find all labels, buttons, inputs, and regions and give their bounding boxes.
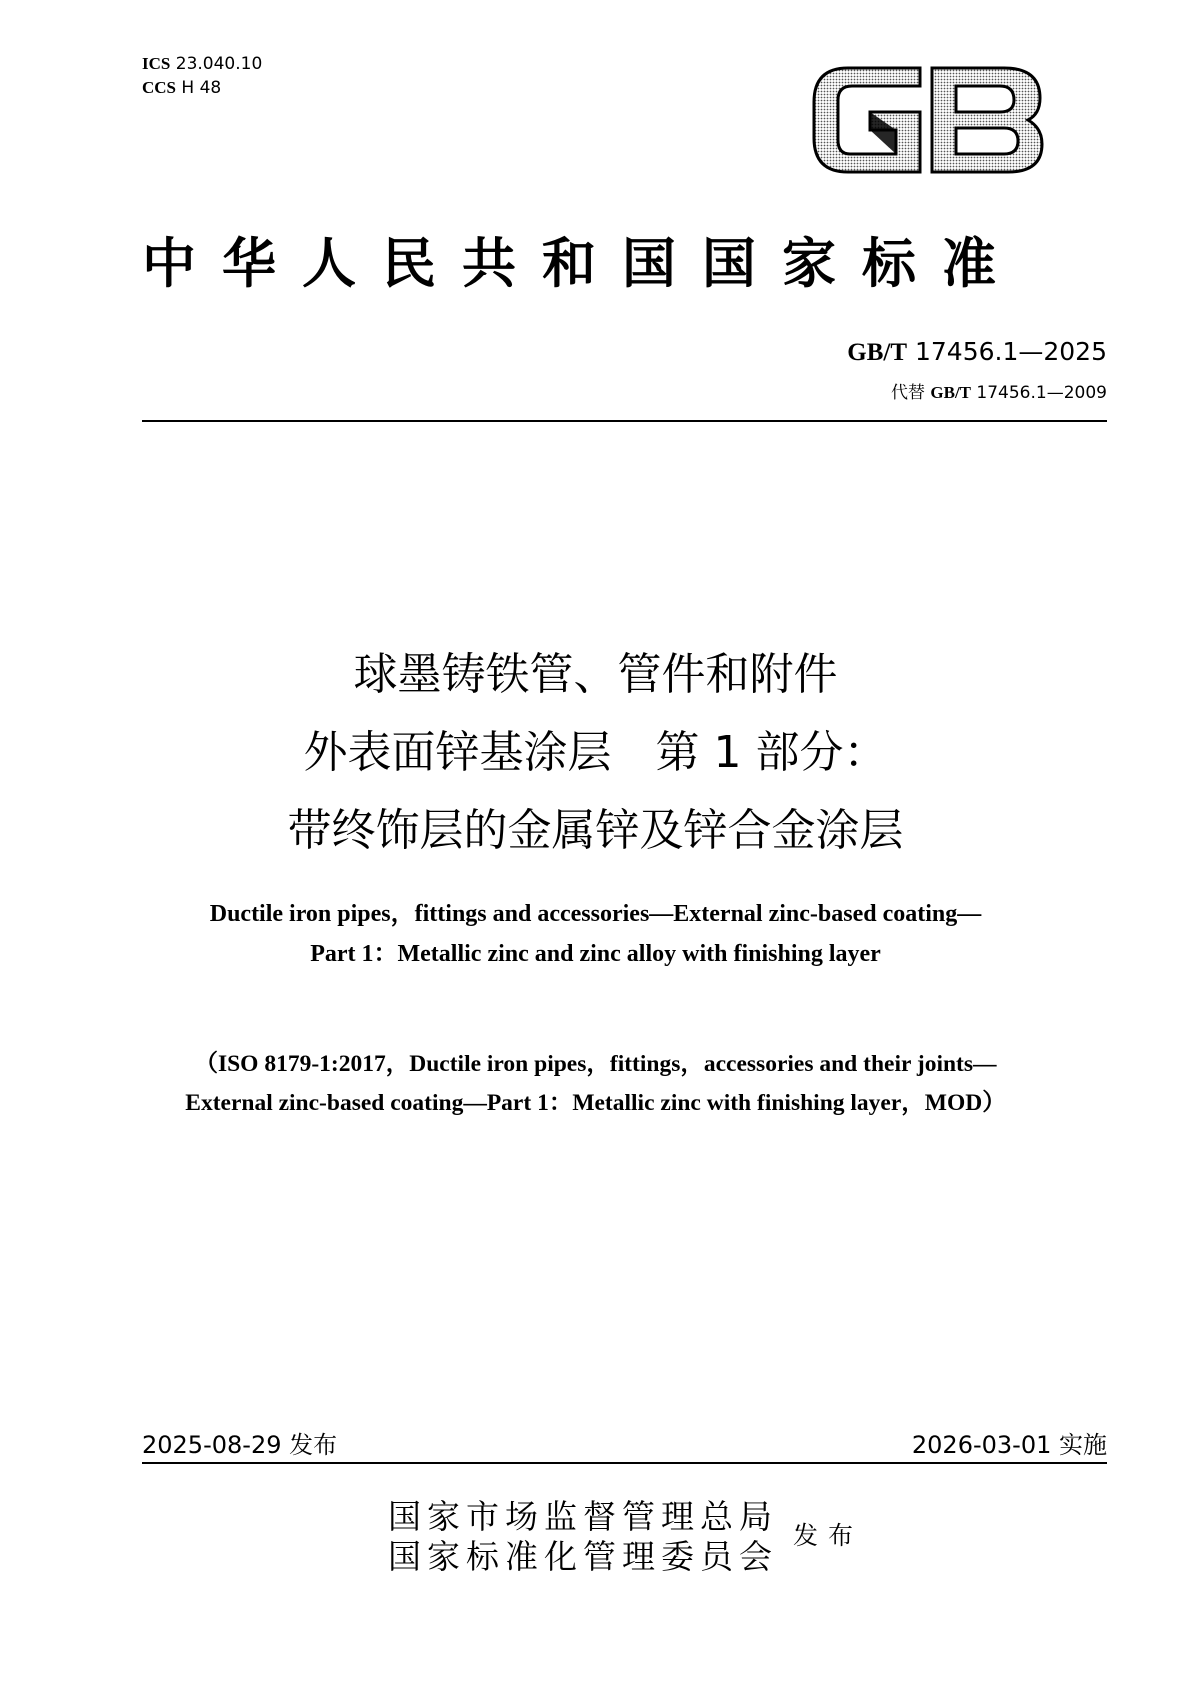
ccs-line (142, 76, 262, 100)
issuer-sac: 国家标准化管理委员会 (388, 1537, 778, 1576)
ics-label: ICS (142, 54, 171, 73)
chinese-title-line-1: 球墨铸铁管、管件和附件 (353, 649, 838, 700)
national-standard-title: 中华人民共和国国家标准 (142, 231, 1022, 295)
bottom-divider (142, 1462, 1107, 1464)
replaces-standard (891, 378, 1107, 403)
ics-line (142, 52, 262, 76)
standard-number (847, 337, 1107, 367)
top-divider (142, 420, 1107, 422)
replaces-label: 代替 (890, 383, 925, 403)
ccs-label: CCS (142, 78, 177, 97)
chinese-title-line-3: 带终饰层的金属锌及锌合金涂层 (287, 805, 904, 856)
iso-reference-line-1: （ISO 8179-1:2017，Ductile iron pipes，fittings，accessories and their joints— (194, 1051, 997, 1077)
english-title-line-2: Part 1：Metallic zinc and zinc alloy with finishing layer (310, 941, 881, 967)
standard-code: 17456.1—2025 (914, 337, 1107, 366)
english-title-line-1: Ductile iron pipes，fittings and accessories—External zinc-based coating— (209, 901, 982, 927)
replaces-prefix: GB/T (930, 383, 972, 402)
gb-logo-icon (808, 60, 1048, 180)
issuer-samr: 国家市场监督管理总局 (388, 1497, 778, 1536)
issue-label: 发布 (793, 1521, 864, 1550)
ccs-code: H 48 (181, 78, 222, 98)
classification-codes (142, 52, 262, 100)
chinese-title-line-2: 外表面锌基涂层 第 1 部分： (303, 727, 888, 778)
ics-code: 23.040.10 (175, 54, 263, 74)
issue-date: 2025-08-29 发布 (142, 1431, 338, 1459)
implementation-date: 2026-03-01 实施 (911, 1431, 1107, 1459)
iso-reference-line-2: External zinc-based coating—Part 1：Metallic zinc with finishing layer，MOD） (185, 1090, 1006, 1116)
standard-prefix: GB/T (847, 339, 908, 366)
replaces-code: 17456.1—2009 (976, 383, 1107, 403)
